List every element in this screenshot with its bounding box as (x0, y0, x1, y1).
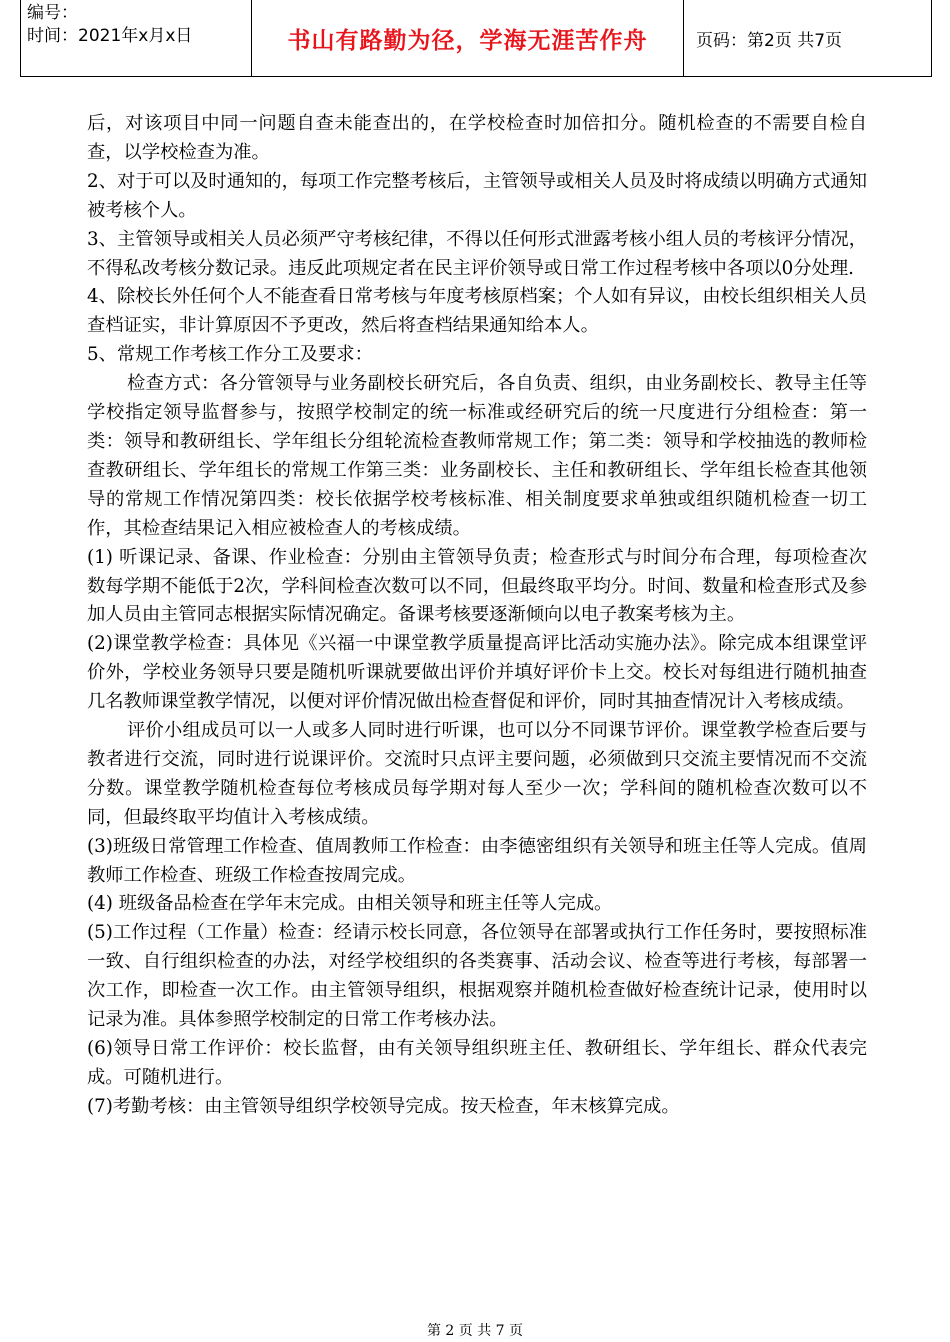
body-paragraph: (5)工作过程（工作量）检查：经请示校长同意，各位领导在部署或执行工作任务时，要按照标准一致、自行组织检查的办法，对经学校组织的各类赛事、活动会议、检查等进行考核，每部署一次工作，即检查一次工作。由主管领导组织，根据观察并随机检查做好检查统计记录，使用时以记录为准。具体参照学校制定的日常工作考核办法。 (87, 922, 867, 1031)
body-paragraph: 5、常规工作考核工作分工及要求： (87, 344, 373, 366)
body-paragraph: (4) 班级备品检查在学年末完成。由相关领导和班主任等人完成。 (87, 893, 613, 915)
document-time-label: 时间：2021年x月x日 (27, 26, 193, 46)
body-paragraph: 检查方式：各分管领导与业务副校长研究后，各自负责、组织，由业务副校长、教导主任等学校指定领导监督参与，按照学校制定的统一标准或经研究后的统一尺度进行分组检查：第一类：领导和教研组长、学年组长分组轮流检查教师常规工作；第二类：领导和学校抽选的教师检查教研组长、学年组长的常规工作第三类：业务副校长、主任和教研组长、学年组长检查其他领导的常规工作情况第四类：校长依据学校考核标准、相关制度要求单独或组织随机检查一切工作，其检查结果记入相应被检查人的考核成绩。 (87, 373, 867, 539)
body-paragraph: (2)课堂教学检查：具体见《兴福一中课堂教学质量提高评比活动实施办法》。除完成本组课堂评价外，学校业务领导只要是随机听课就要做出评价并填好评价卡上交。校长对每组进行随机抽查几名教师课堂教学情况，以便对评价情况做出检查督促和评价，同时其抽查情况计入考核成绩。 (87, 633, 867, 713)
body-paragraph: (6)领导日常工作评价：校长监督，由有关领导组织班主任、教研组长、学年组长、群众代表完成。可随机进行。 (87, 1038, 867, 1088)
body-paragraph: 后，对该项目中同一问题自查未能查出的，在学校检查时加倍扣分。随机检查的不需要自检自查，以学校检查为准。 (87, 113, 867, 163)
header-page-label: 页码：第2页 共7页 (696, 30, 843, 51)
body-paragraph: (7)考勤考核：由主管领导组织学校领导完成。按天检查，年末核算完成。 (87, 1095, 680, 1117)
document-body (87, 110, 867, 1122)
body-paragraph: 3、主管领导或相关人员必须严守考核纪律，不得以任何形式泄露考核小组人员的考核评分情况，不得私改考核分数记录。违反此项规定者在民主评价领导或日常工作过程考核中各项以0分处理. (87, 228, 867, 279)
page-header (20, 0, 932, 77)
body-paragraph: (1) 听课记录、备课、作业检查：分别由主管领导负责；检查形式与时间分布合理，每项检查次数每学期不能低于2次，学科间检查次数可以不同，但最终取平均分。时间、数量和检查形式及参加人员由主管同志根据实际情况确定。备课考核要逐渐倾向以电子教案考核为主。 (87, 546, 867, 626)
document-number-label: 编号： (27, 3, 78, 23)
header-motto: 书山有路勤为径，学海无涯苦作舟 (252, 0, 684, 76)
body-paragraph: 4、除校长外任何个人不能查看日常考核与年度考核原档案；个人如有异议，由校长组织相关人员查档证实，非计算原因不予更改，然后将查档结果通知给本人。 (87, 286, 867, 337)
body-paragraph: (3)班级日常管理工作检查、值周教师工作检查：由李德密组织有关领导和班主任等人完成。值周教师工作检查、班级工作检查按周完成。 (87, 835, 867, 886)
header-info-cell (21, 0, 252, 76)
body-paragraph: 2、对于可以及时通知的，每项工作完整考核后，主管领导或相关人员及时将成绩以明确方式通知被考核个人。 (87, 170, 867, 221)
body-paragraph: 评价小组成员可以一人或多人同时进行听课，也可以分不同课节评价。课堂教学检查后要与教者进行交流，同时进行说课评价。交流时只点评主要问题，必须做到只交流主要情况而不交流分数。课堂教学随机检查每位考核成员每学期对每人至少一次；学科间的随机检查次数可以不同，但最终取平均值计入考核成绩。 (87, 720, 867, 828)
page-footer: 第 2 页 共 7 页 (426, 1323, 524, 1339)
